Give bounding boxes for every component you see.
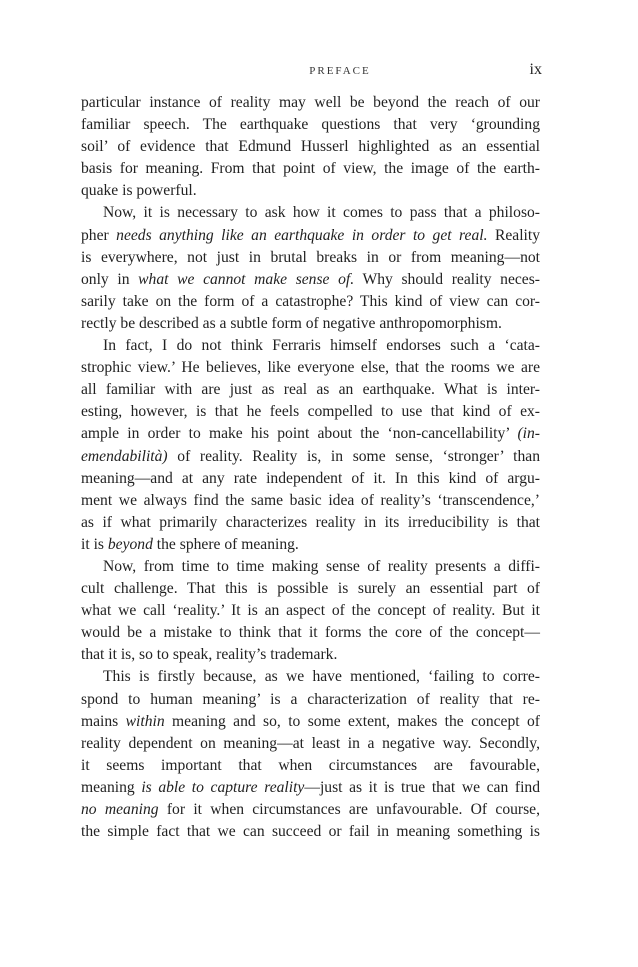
text-line: it seems important that when circumstances are favourable, bbox=[81, 756, 540, 774]
paragraph bbox=[81, 556, 540, 666]
italic-phrase: emendabilità) bbox=[81, 447, 168, 465]
text-line: In fact, I do not think Ferraris himself endorses such a ‘cata- bbox=[103, 337, 540, 355]
text-line: meaning is able to capture reality—just as it is true that we can find bbox=[81, 778, 541, 796]
text-line: strophic view.’ He believes, like everyone else, that the rooms we are bbox=[81, 359, 540, 377]
text-line: as if what primarily characterizes reality in its irreducibility is that bbox=[81, 513, 540, 531]
text-line: quake is powerful. bbox=[81, 182, 197, 200]
text-line: only in what we cannot make sense of. Why should reality neces- bbox=[81, 270, 540, 288]
text-line: emendabilità) of reality. Reality is, in some sense, ‘stronger’ than bbox=[81, 447, 540, 465]
text-line: Now, it is necessary to ask how it comes to pass that a philoso- bbox=[103, 204, 540, 222]
text-line: particular instance of reality may well be beyond the reach of our bbox=[81, 94, 540, 111]
text-line: pher needs anything like an earthquake in order to get real. Reality bbox=[81, 226, 541, 244]
italic-phrase: no meaning bbox=[81, 801, 159, 818]
text-line: basis for meaning. From that point of view, the image of the earth- bbox=[81, 160, 540, 178]
text-line: all familiar with are just as real as an earthquake. What is inter- bbox=[81, 381, 540, 399]
text-line: mains within meaning and so, to some extent, makes the concept of bbox=[81, 712, 540, 730]
text-line: Now, from time to time making sense of reality presents a diffi- bbox=[103, 557, 540, 575]
italic-phrase: (in- bbox=[517, 425, 540, 443]
text-line: reality dependent on meaning—at least in a negative way. Secondly, bbox=[81, 734, 540, 752]
text-line: meaning—and at any rate independent of it. In this kind of argu- bbox=[81, 469, 540, 487]
text-line: would be a mistake to think that it forms the core of the concept— bbox=[81, 624, 540, 642]
text-line: cult challenge. That this is possible is surely an essential part of bbox=[81, 580, 540, 598]
text-line: ample in order to make his point about the ‘non-cancellability’ (in- bbox=[81, 425, 540, 443]
text-line: no meaning for it when circumstances are unfavourable. Of course, bbox=[81, 801, 540, 818]
text-line: spond to human meaning’ is a characterization of reality that re- bbox=[81, 690, 540, 708]
italic-phrase: needs anything like an earthquake in order to get real. bbox=[116, 226, 488, 244]
paragraph bbox=[81, 335, 540, 556]
running-title: PREFACE bbox=[309, 65, 371, 77]
text-line: familiar speech. The earthquake questions that very ‘grounding bbox=[81, 116, 540, 134]
text-line: that it is, so to speak, reality’s trademark. bbox=[81, 646, 338, 664]
paragraph bbox=[81, 666, 540, 843]
text-line: the simple fact that we can succeed or fail in meaning something is bbox=[81, 823, 540, 841]
paragraph bbox=[81, 202, 540, 335]
running-head bbox=[80, 62, 540, 82]
text-line: sarily take on the form of a catastrophe? This kind of view can cor- bbox=[81, 292, 540, 310]
page-number: ix bbox=[529, 61, 542, 78]
text-line: ment we always find the same basic idea of reality’s ‘transcendence,’ bbox=[81, 491, 540, 509]
body-text bbox=[81, 92, 540, 843]
italic-phrase: beyond bbox=[107, 535, 153, 553]
text-line: This is firstly because, as we have mentioned, ‘failing to corre- bbox=[103, 668, 540, 686]
text-line: what we call ‘reality.’ It is an aspect of the concept of reality. But it bbox=[81, 602, 540, 620]
text-line: esting, however, is that he feels compelled to use that kind of ex- bbox=[81, 403, 540, 421]
text-line: is everywhere, not just in brutal breaks in or from meaning—not bbox=[81, 248, 540, 266]
text-line: soil’ of evidence that Edmund Husserl highlighted as an essential bbox=[81, 138, 540, 156]
text-line: it is beyond the sphere of meaning. bbox=[81, 535, 299, 553]
italic-phrase: what we cannot make sense of. bbox=[138, 270, 355, 288]
italic-phrase: within bbox=[125, 712, 165, 730]
text-line: rectly be described as a subtle form of negative anthropomorphism. bbox=[81, 314, 502, 332]
italic-phrase: is able to capture reality bbox=[141, 778, 305, 796]
paragraph bbox=[81, 92, 540, 202]
